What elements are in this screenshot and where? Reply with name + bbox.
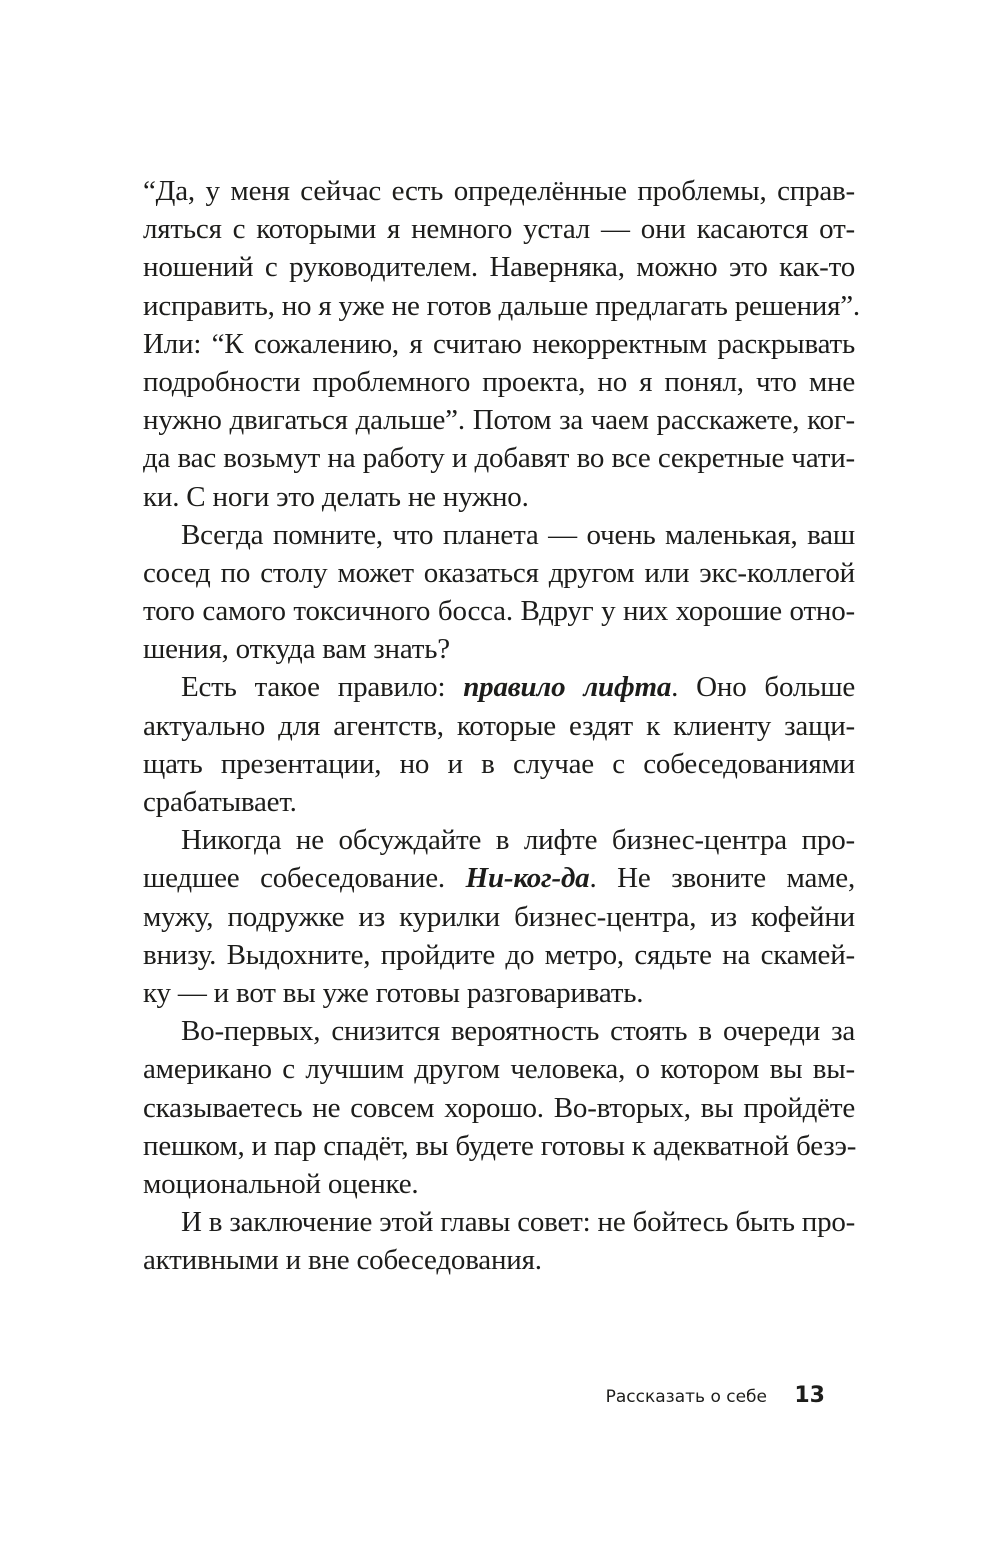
text-segment: Или: “К сожалению, я считаю некорректным раскрывать [143,327,855,360]
text-segment: ляться с которыми я немного устал — они касаются от- [143,213,855,246]
text-segment: нужно двигаться дальше”. Потом за чаем расскажете, ког- [143,404,855,437]
paragraph [143,1012,855,1203]
text-segment: подробности проблемного проекта, но я понял, что мне [143,365,855,398]
text-line [143,325,855,363]
text-segment: щать презентации, но и в случае с собеседованиями [143,747,855,780]
text-segment: активными и вне собеседования. [143,1244,542,1277]
text-line [143,172,855,210]
text-line [143,210,855,248]
text-segment: И в заключение этой главы совет: не бойтесь быть про- [181,1206,856,1239]
text-segment: сказываетесь не совсем хорошо. Во-вторых, вы пройдёте [143,1091,855,1124]
text-segment: исправить, но я уже не готов дальше предлагать решения”. [143,289,860,322]
text-segment: сосед по столу может оказаться другом или экс-коллегой [143,556,855,589]
text-segment: . Оно больше [671,671,855,704]
text-line [143,592,855,630]
text-line [143,707,855,745]
text-line [143,974,855,1012]
paragraph [143,172,860,516]
text-segment: американо с лучшим другом человека, о котором вы вы- [143,1053,855,1086]
text-line [143,1241,855,1279]
text-segment: . Не звоните маме, [589,862,856,895]
text-segment: пешком, и пар спадёт, вы будете готовы к адекватной безэ- [143,1129,857,1162]
text-segment: моциональной оценке. [143,1167,419,1200]
text-segment: Есть такое правило: [181,671,464,704]
paragraph [143,668,855,821]
text-segment: “Да, у меня сейчас есть определённые проблемы, справ- [143,175,855,207]
emphasis-text: Ни-ког-да [465,862,590,895]
emphasis-text: правило лифта [463,671,672,704]
text-line [143,401,855,439]
text-line [143,287,860,325]
text-line [143,630,855,668]
text-segment: ношений с руководителем. Наверняка, можно это как-то [143,251,855,284]
page-number: 13 [794,1383,825,1408]
text-line [143,821,855,859]
text-line [143,1050,855,1088]
text-line [143,554,855,592]
paragraph [143,821,855,1012]
text-line [143,1089,855,1127]
text-line [143,745,855,783]
text-line [143,859,855,897]
text-line [143,898,855,936]
text-line [143,363,855,401]
running-head: Рассказать о себе [605,1387,767,1407]
text-line [143,783,855,821]
text-segment: Во-первых, снизится вероятность стоять в очереди за [181,1015,855,1048]
text-segment: да вас возьмут на работу и добавят во все секретные чати- [143,442,855,475]
text-line [143,1012,855,1050]
text-line [143,1165,855,1203]
text-segment: Всегда помните, что планета — очень маленькая, ваш [181,518,855,551]
text-line [143,439,855,477]
paragraph [143,516,855,669]
text-segment: внизу. Выдохните, пройдите до метро, сядьте на скамей- [143,938,855,971]
text-line [143,248,855,286]
text-line [143,1203,855,1241]
text-line [143,478,855,516]
body-text [143,172,860,1279]
paragraph [143,1203,855,1279]
text-segment: ки. С ноги это делать не нужно. [143,480,529,513]
text-segment: Никогда не обсуждайте в лифте бизнес-центра про- [181,824,855,857]
text-segment: шедшее собеседование. [143,862,466,895]
text-segment: актуально для агентств, которые ездят к клиенту защи- [143,709,855,742]
text-segment: шения, откуда вам знать? [143,633,450,666]
page-footer [0,1383,1000,1413]
text-segment: мужу, подружке из курилки бизнес-центра, из кофейни [143,900,855,933]
text-segment: того самого токсичного босса. Вдруг у них хорошие отно- [143,595,855,628]
text-line [143,516,855,554]
text-line [143,1127,855,1165]
text-segment: ку — и вот вы уже готовы разговаривать. [143,976,644,1009]
text-line [143,936,855,974]
text-line [143,668,855,706]
text-segment: срабатывает. [143,786,297,818]
